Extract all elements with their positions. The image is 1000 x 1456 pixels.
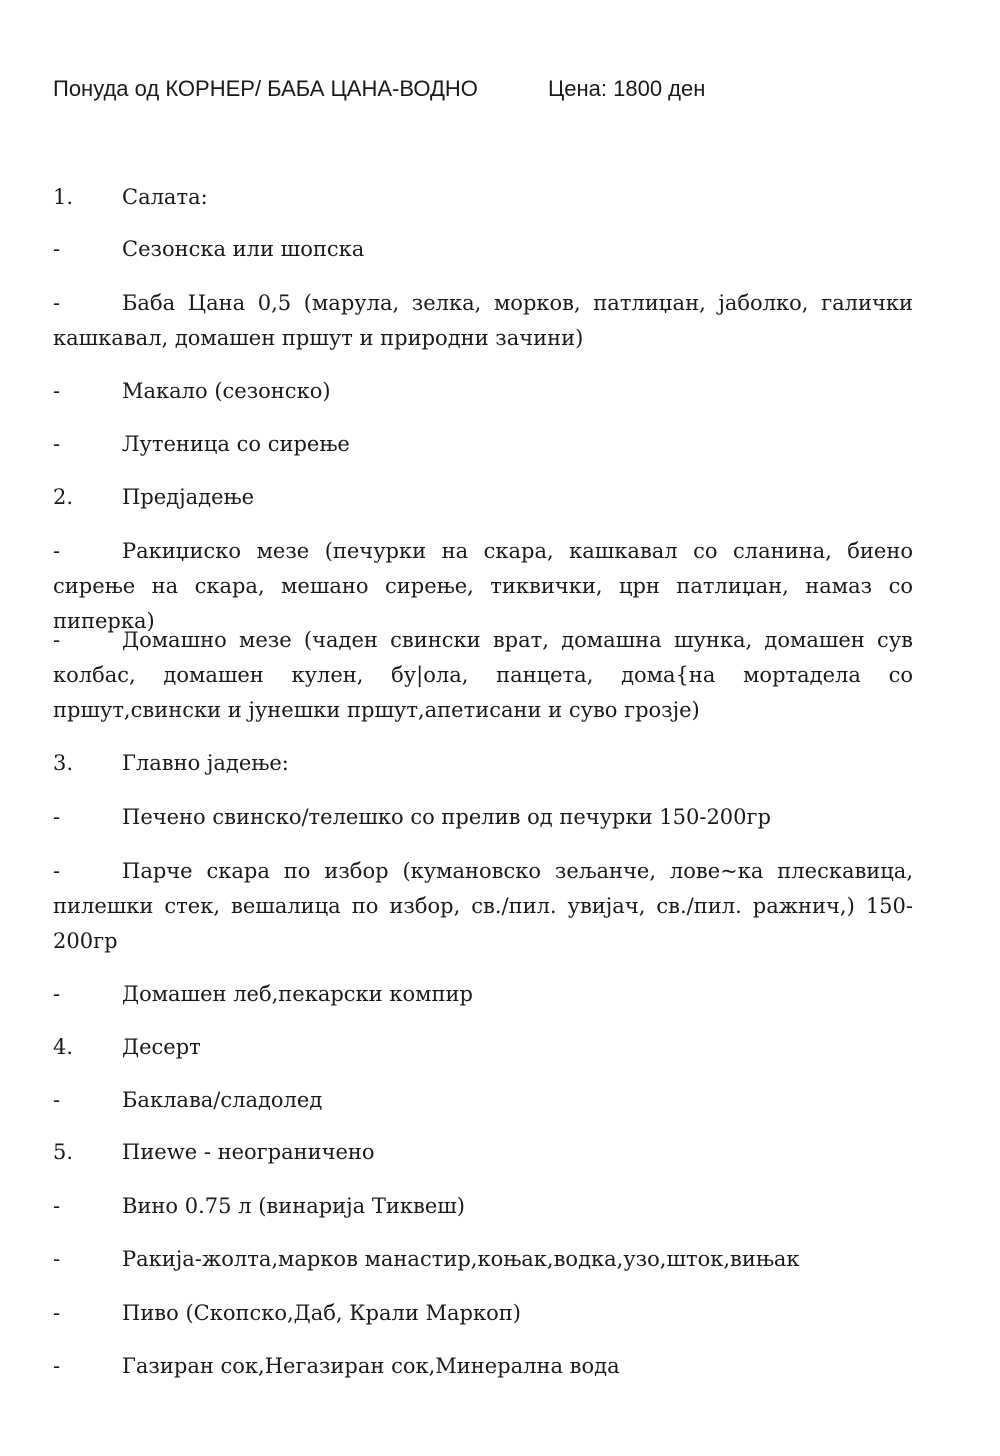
- list-marker: -: [53, 805, 61, 829]
- list-marker: -: [53, 982, 61, 1006]
- section-heading-appetizer: [53, 480, 913, 515]
- list-item: [53, 977, 913, 1012]
- offer-title: Понуда од КОРНЕР/ БАБА ЦАНА-ВОДНО: [53, 76, 478, 101]
- list-text: Пиеwе - неограничено: [122, 1140, 375, 1164]
- list-marker: 5.: [53, 1140, 74, 1164]
- list-item: [53, 286, 913, 356]
- list-text: Печено свинско/телешко со прелив од печурки 150-200гр: [122, 805, 771, 829]
- section-heading-salad: [53, 180, 913, 215]
- list-text: Ракиџиско мезе (печурки на скара, кашкавал со сланина, биено сирење на скара, мешано сирење, тиквички, црн патлиџан, намаз со пиперка): [53, 539, 913, 633]
- list-text: Пиво (Скопско,Даб, Крали Маркоп): [122, 1301, 521, 1325]
- list-text: Салата:: [122, 185, 208, 209]
- list-text: Ракија-жолта,марков манастир,коњак,водка,узо,шток,вињак: [122, 1247, 800, 1271]
- list-text: Вино 0.75 л (винарија Тиквеш): [122, 1194, 465, 1218]
- list-marker: 3.: [53, 751, 74, 775]
- list-item: [53, 800, 913, 835]
- list-marker: 1.: [53, 185, 74, 209]
- list-marker: -: [53, 539, 61, 563]
- list-marker: -: [53, 1247, 61, 1271]
- list-marker: -: [53, 628, 61, 652]
- list-marker: 4.: [53, 1035, 74, 1059]
- section-heading-dessert: [53, 1030, 913, 1065]
- list-marker: -: [53, 379, 61, 403]
- list-marker: -: [53, 432, 61, 456]
- offer-header: [53, 74, 706, 104]
- list-text: Макало (сезонско): [122, 379, 331, 403]
- list-item: [53, 232, 913, 267]
- list-item: [53, 1083, 913, 1118]
- list-text: Главно јадење:: [122, 751, 289, 775]
- offer-price: Цена: 1800 ден: [548, 76, 706, 101]
- list-text: Домашно мезе (чаден свински врат, домашна шунка, домашен сув колбас, домашен кулен, бу|ола, панцета, дома{на мортадела со пршут,свински и јунешки пршут,апетисани и суво грозје): [53, 628, 913, 722]
- list-text: Домашен леб,пекарски компир: [122, 982, 473, 1006]
- list-marker: 2.: [53, 485, 74, 509]
- list-text: Баклава/сладолед: [122, 1088, 323, 1112]
- list-marker: -: [53, 291, 61, 315]
- section-heading-main-course: [53, 746, 913, 781]
- list-item: [53, 1242, 913, 1277]
- list-item: [53, 854, 913, 959]
- list-marker: -: [53, 237, 61, 261]
- list-text: Десерт: [122, 1035, 201, 1059]
- list-item: [53, 1189, 913, 1224]
- section-heading-drinks: [53, 1135, 913, 1170]
- list-text: Парче скара по избор (кумановско зељанче, лове~ка плескавица, пилешки стек, вешалица по избор, св./пил. увијач, св./пил. ражнич,) 150-200гр: [53, 859, 913, 953]
- list-marker: -: [53, 859, 61, 883]
- list-marker: -: [53, 1088, 61, 1112]
- list-item: [53, 427, 913, 462]
- list-text: Газиран сок,Негазиран сок,Минерална вода: [122, 1354, 620, 1378]
- list-marker: -: [53, 1301, 61, 1325]
- list-marker: -: [53, 1354, 61, 1378]
- list-text: Предјадење: [122, 485, 254, 509]
- list-item: [53, 374, 913, 409]
- list-text: Сезонска или шопска: [122, 237, 365, 261]
- list-item: [53, 1349, 913, 1384]
- list-marker: -: [53, 1194, 61, 1218]
- list-item: [53, 1296, 913, 1331]
- list-text: Лутеница со сирење: [122, 432, 350, 456]
- list-text: Баба Цана 0,5 (марула, зелка, морков, патлиџан, јаболко, галички кашкавал, домашен пршут и природни зачини): [53, 291, 913, 350]
- list-item: [53, 623, 913, 728]
